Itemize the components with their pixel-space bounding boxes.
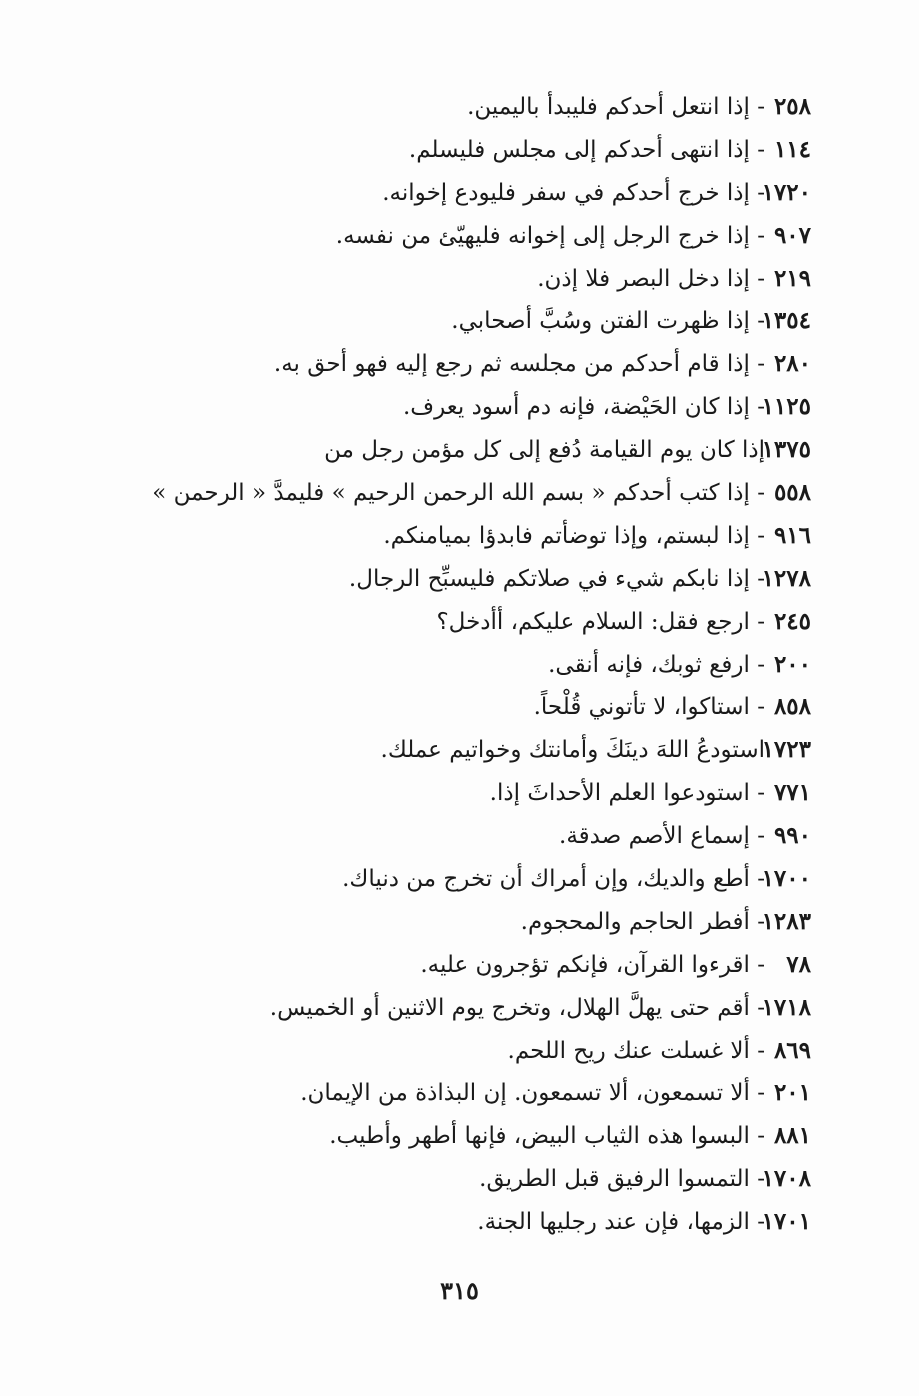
entry-number: ٢٨٠ xyxy=(773,350,811,378)
entry-number: ١٧٠١ xyxy=(761,1208,811,1236)
entry-number: ١٧٠٠ xyxy=(761,865,811,893)
entry-number: ١١٢٥ xyxy=(761,393,811,421)
index-entry xyxy=(131,772,811,815)
entry-text: - ألا غسلت عنك ريح اللحم. xyxy=(507,1037,765,1064)
entry-number: ٢٤٥ xyxy=(773,607,811,635)
index-entry xyxy=(131,515,811,558)
entry-number: ٢٥٨ xyxy=(773,93,811,120)
entry-text: - أطع والديك، وإن أمراك أن تخرج من دنياك. xyxy=(342,866,765,893)
index-entry xyxy=(131,343,811,386)
entry-number: ٢٠١ xyxy=(773,1079,811,1107)
entry-text: إذا كان يوم القيامة دُفع إلى كل مؤمن رجل من xyxy=(324,437,765,464)
entry-number: ٨٨١ xyxy=(773,1122,811,1150)
page-number: ٣١٥ xyxy=(440,1276,479,1305)
entry-number: ٨٦٩ xyxy=(773,1036,811,1064)
entry-text: - ارجع فقل: السلام عليكم، أأدخل؟ xyxy=(436,608,765,635)
entry-text: - استودعوا العلم الأحداثَ إذا. xyxy=(489,780,765,807)
index-entry xyxy=(131,386,811,429)
index-entry xyxy=(131,129,811,172)
entry-number: ١٢٧٨ xyxy=(761,564,811,592)
entry-number: ٢٠٠ xyxy=(773,650,811,678)
index-entry xyxy=(131,86,811,129)
entry-number: ٩١٦ xyxy=(773,521,811,549)
entry-text: استودعُ اللهَ دينَكَ وأمانتك وخواتيم عملك. xyxy=(380,737,765,764)
entry-number: ١٣٧٥ xyxy=(761,436,811,464)
index-entry xyxy=(131,300,811,343)
index-entry xyxy=(131,858,811,901)
entry-number: ١٧٢٠ xyxy=(761,178,811,206)
entry-text: - أفطر الحاجم والمحجوم. xyxy=(520,908,765,935)
entry-text: - إذا دخل البصر فلا إذن. xyxy=(537,265,765,292)
entry-text: - إذا كتب أحدكم « بسم الله الرحمن الرحيم » فليمدَّ « الرحمن » xyxy=(152,480,765,507)
hadith-index-list xyxy=(131,86,811,1244)
index-entry xyxy=(131,215,811,258)
entry-number: ٥٥٨ xyxy=(773,479,811,507)
entry-text: - الزمها، فإن عند رجليها الجنة. xyxy=(477,1209,765,1236)
index-entry xyxy=(131,1030,811,1073)
index-entry xyxy=(131,644,811,687)
entry-text: - إذا نابكم شيء في صلاتكم فليسبِّح الرجال. xyxy=(348,565,765,592)
entry-number: ٢١٩ xyxy=(773,264,811,292)
index-entry xyxy=(131,601,811,644)
index-entry xyxy=(131,815,811,858)
index-entry xyxy=(131,172,811,215)
entry-text: - إسماع الأصم صدقة. xyxy=(559,823,765,850)
entry-number: ٩٠٧ xyxy=(773,221,811,249)
entry-text: - استاكوا، لا تأتوني قُلْحاً. xyxy=(533,694,765,721)
entry-text: - إذا انتعل أحدكم فليبدأ باليمين. xyxy=(467,94,765,120)
index-entry xyxy=(131,1115,811,1158)
index-entry xyxy=(131,1201,811,1244)
entry-text: - إذا انتهى أحدكم إلى مجلس فليسلم. xyxy=(408,136,765,163)
entry-text: - اقرءوا القرآن، فإنكم تؤجرون عليه. xyxy=(420,951,765,978)
entry-text: - إذا خرج أحدكم في سفر فليودع إخوانه. xyxy=(382,179,765,206)
index-entry xyxy=(131,729,811,772)
entry-text: - البسوا هذه الثياب البيض، فإنها أطهر وأطيب. xyxy=(329,1123,765,1150)
entry-text: - أقم حتى يهلَّ الهلال، وتخرج يوم الاثنين أو الخميس. xyxy=(269,994,765,1021)
entry-text: - إذا لبستم، وإذا توضأتم فابدؤا بميامنكم. xyxy=(383,522,765,549)
entry-text: - إذا ظهرت الفتن وسُبَّ أصحابي. xyxy=(451,308,765,335)
index-entry xyxy=(131,686,811,729)
entry-number: ٧٧١ xyxy=(773,779,811,807)
entry-number: ٨٥٨ xyxy=(773,693,811,721)
entry-number: ١١٤ xyxy=(773,135,811,163)
index-entry xyxy=(131,472,811,515)
index-entry xyxy=(131,558,811,601)
entry-number: ١٢٨٣ xyxy=(761,907,811,935)
index-entry xyxy=(131,258,811,301)
entry-number: ١٧١٨ xyxy=(761,993,811,1021)
entry-text: - ألا تسمعون، ألا تسمعون. إن البذاذة من الإيمان. xyxy=(300,1080,765,1107)
entry-text: - إذا قام أحدكم من مجلسه ثم رجع إليه فهو أحق به. xyxy=(273,351,765,378)
entry-text: - إذا خرج الرجل إلى إخوانه فليهيّئ من نفسه. xyxy=(335,222,765,249)
index-entry xyxy=(131,429,811,472)
index-entry xyxy=(131,901,811,944)
entry-number: ١٣٥٤ xyxy=(761,307,811,335)
entry-text: - ارفع ثوبك، فإنه أنقى. xyxy=(548,651,765,678)
index-entry xyxy=(131,944,811,987)
entry-number: ٧٨ xyxy=(786,950,811,978)
entry-text: - إذا كان الحَيْضة، فإنه دم أسود يعرف. xyxy=(402,394,765,421)
index-entry xyxy=(131,1158,811,1201)
entry-number: ١٧٠٨ xyxy=(761,1165,811,1193)
index-entry xyxy=(131,1072,811,1115)
index-entry xyxy=(131,987,811,1030)
entry-number: ٩٩٠ xyxy=(773,822,811,850)
entry-number: ١٧٢٣ xyxy=(761,736,811,764)
entry-text: - التمسوا الرفيق قبل الطريق. xyxy=(479,1166,765,1193)
